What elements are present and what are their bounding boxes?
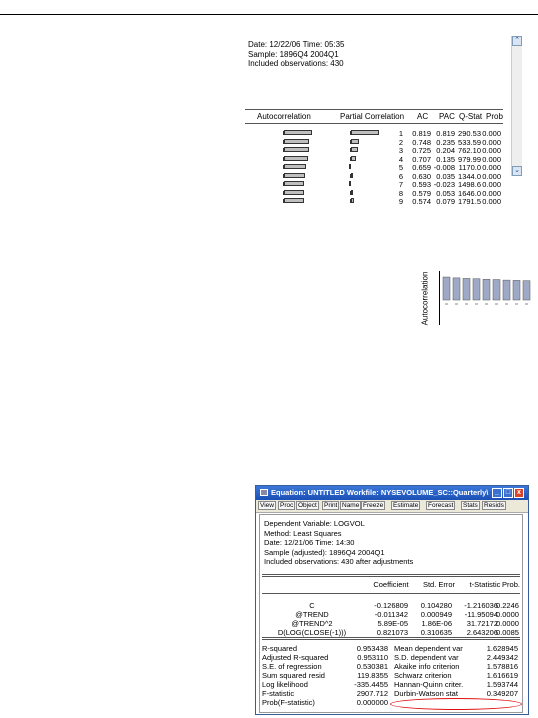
equation-toolbar — [256, 500, 528, 513]
col-prob: Prob — [486, 112, 503, 121]
coef-t-statistic: 2.643206 — [466, 628, 498, 637]
ac-value: 0.659 — [412, 163, 431, 172]
ac-bar — [284, 173, 305, 178]
lag-value: 4 — [398, 154, 403, 164]
lag-value: 6 — [398, 171, 403, 181]
toolbar-freeze-button[interactable]: Freeze — [363, 502, 384, 509]
lag-value: 9 — [398, 197, 403, 206]
stat-value: 0.953438 — [356, 644, 388, 653]
dependent-variable: Dependent Variable: LOGVOL — [264, 519, 365, 528]
page-top-rule — [0, 14, 538, 15]
pac-bar — [351, 190, 353, 195]
correlogram-column-header — [245, 109, 503, 124]
prob-value: 0.000 — [482, 188, 501, 198]
ac-bar — [284, 130, 312, 135]
table-row — [245, 138, 503, 146]
stat-label: Durbin-Watson stat — [394, 689, 458, 698]
durbin-watson-highlight — [390, 698, 522, 710]
correlogram-panel — [245, 36, 521, 206]
coef-prob: 0.0000 — [496, 619, 519, 628]
col-std-error: Std. Error — [422, 580, 456, 589]
table-row — [245, 163, 503, 171]
ac-value: 0.748 — [412, 137, 431, 147]
ac-value: 0.725 — [412, 146, 431, 155]
ac-value: 0.819 — [412, 129, 431, 138]
stat-value: 0.349207 — [486, 689, 518, 698]
pac-bar — [349, 181, 351, 186]
equation-window[interactable] — [255, 485, 529, 715]
scroll-up-icon[interactable]: ⌃ — [512, 36, 522, 46]
chart-bar — [453, 278, 460, 300]
prob-value: 0.000 — [482, 171, 501, 181]
coef-std-error: 0.000949 — [420, 610, 452, 619]
pac-bar — [349, 164, 351, 169]
chart-bar — [513, 280, 520, 300]
prob-value: 0.000 — [482, 197, 501, 206]
coef-std-error: 0.104280 — [420, 601, 452, 610]
col-t-statistic: t-Statistic — [469, 580, 501, 589]
col-autocorrelation: Autocorrelation — [257, 112, 311, 121]
stat-label: S.D. dependent var — [394, 653, 459, 662]
chart-bar — [493, 280, 500, 300]
coef-prob: 0.2246 — [496, 601, 519, 610]
coef-std-error: 1.86E-06 — [421, 619, 452, 628]
toolbar-proc-button[interactable]: Proc — [280, 502, 294, 509]
lag-value: 5 — [398, 163, 403, 172]
prob-value: 0.000 — [482, 180, 501, 189]
chart-bar — [503, 280, 510, 300]
qstat-value: 979.99 — [458, 154, 481, 164]
stat-label: Prob(F-statistic) — [262, 698, 315, 707]
prob-value: 0.000 — [482, 129, 501, 138]
pac-bar — [351, 130, 379, 135]
pac-value: -0.023 — [433, 180, 455, 189]
stat-value: 0.530381 — [356, 662, 388, 671]
stat-value: 1.616619 — [486, 671, 518, 680]
col-coefficient: Coefficient — [373, 580, 409, 589]
chart-bar — [483, 279, 490, 300]
lag-value: 3 — [398, 146, 403, 155]
qstat-value: 1646.0 — [458, 188, 481, 198]
ac-value: 0.579 — [412, 188, 431, 198]
stat-label: Sum squared resid — [262, 671, 325, 680]
pac-value: 0.204 — [436, 146, 455, 155]
included-observations: Included observations: 430 after adjustments — [264, 557, 414, 566]
prob-value: 0.000 — [482, 163, 501, 172]
coef-std-error: 0.310635 — [420, 628, 452, 637]
stat-value: 119.8355 — [357, 671, 388, 680]
toolbar-object-button[interactable]: Object — [298, 502, 317, 509]
pac-value: 0.035 — [436, 171, 455, 181]
stat-label: Adjusted R-squared — [262, 653, 329, 662]
qstat-value: 290.53 — [458, 129, 481, 138]
coef-variable: D(LOG(CLOSE(-1))) — [277, 628, 347, 637]
stat-value: 1.593744 — [486, 680, 518, 689]
qstat-value: 1791.5 — [458, 197, 481, 206]
chart-bar — [463, 278, 470, 300]
window-title: Equation: UNTITLED Workfile: NYSEVOLUME_SC::Quarterly\ — [271, 488, 489, 497]
divider — [262, 576, 520, 577]
correlogram-observations: Included observations: 430 — [248, 59, 344, 68]
toolbar-estimate-button[interactable]: Estimate — [393, 502, 419, 509]
table-row — [245, 155, 503, 163]
toolbar-forecast-button[interactable]: Forecast — [428, 502, 454, 509]
lag-value: 1 — [398, 129, 403, 138]
pac-bar — [351, 198, 354, 203]
stat-label: Schwarz criterion — [394, 671, 452, 680]
stat-label: Hannan-Quinn criter. — [394, 680, 464, 689]
qstat-value: 1498.6 — [458, 180, 481, 189]
coef-value: 0.821073 — [376, 628, 408, 637]
pac-value: 0.135 — [436, 154, 455, 164]
pac-value: 0.079 — [436, 197, 455, 206]
coef-variable: C — [309, 601, 315, 610]
ac-value: 0.707 — [412, 154, 431, 164]
stat-label: R-squared — [262, 644, 298, 653]
ac-bar — [284, 164, 306, 169]
correlogram-date: Date: 12/22/06 Time: 05:35 — [248, 40, 345, 49]
stat-value: 0.000000 — [356, 698, 388, 707]
divider — [262, 593, 520, 594]
lag-value: 2 — [398, 137, 403, 147]
qstat-value: 1170.0 — [458, 163, 481, 172]
mini-autocorrelation-chart — [422, 268, 532, 330]
lag-value: 8 — [398, 188, 403, 198]
divider — [262, 639, 520, 640]
stat-label: Akaike info criterion — [394, 662, 460, 671]
col-partial-correlation: Partial Correlation — [340, 112, 405, 121]
ac-value: 0.630 — [412, 171, 431, 181]
coef-value: -0.011342 — [374, 610, 408, 619]
qstat-value: 762.10 — [458, 146, 481, 155]
lag-value: 7 — [398, 180, 403, 189]
stat-value: 2.449342 — [486, 653, 518, 662]
col-ac: AC — [417, 112, 429, 121]
coef-t-statistic: -11.95094 — [464, 610, 498, 619]
col-qstat: Q-Stat — [459, 112, 483, 121]
stat-value: -335.4455 — [354, 680, 388, 689]
correlogram-header — [248, 40, 345, 69]
divider — [262, 574, 520, 575]
table-row — [245, 129, 503, 137]
toolbar-stats-button[interactable]: Stats — [463, 502, 478, 509]
pac-value: 0.819 — [436, 129, 455, 138]
chart-plot — [422, 268, 532, 330]
col-prob: Prob. — [502, 580, 520, 589]
minimize-icon[interactable]: _ — [492, 488, 502, 498]
prob-value: 0.000 — [482, 154, 501, 164]
toolbar-view-button[interactable]: View — [260, 502, 274, 509]
coef-t-statistic: -1.216036 — [464, 601, 498, 610]
stat-value: 0.953110 — [357, 653, 388, 662]
prob-value: 0.000 — [482, 137, 501, 147]
pac-bar — [351, 139, 359, 144]
stat-value: 1.628945 — [486, 644, 518, 653]
stat-label: Log likelihood — [262, 680, 308, 689]
pac-value: 0.235 — [436, 137, 455, 147]
table-row — [245, 172, 503, 180]
estimation-date: Date: 12/21/06 Time: 14:30 — [264, 538, 355, 547]
maximize-icon[interactable]: □ — [503, 488, 513, 498]
coef-value: 5.89E-05 — [377, 619, 408, 628]
divider — [262, 637, 520, 638]
pac-bar — [351, 173, 353, 178]
scroll-down-icon[interactable]: ⌄ — [512, 166, 522, 176]
col-pac: PAC — [439, 112, 455, 121]
ac-value: 0.574 — [412, 197, 431, 206]
chart-bar — [473, 279, 480, 300]
chart-bar — [523, 281, 530, 300]
stat-label: Mean dependent var — [394, 644, 463, 653]
table-row — [245, 146, 503, 154]
coef-variable: @TREND^2 — [291, 619, 333, 628]
coef-t-statistic: 31.72172 — [466, 619, 498, 628]
sample: Sample (adjusted): 1896Q4 2004Q1 — [264, 547, 385, 557]
qstat-value: 533.59 — [458, 137, 481, 147]
pac-bar — [351, 156, 356, 161]
pac-value: -0.008 — [433, 163, 455, 172]
close-icon[interactable]: x — [514, 488, 524, 498]
chart-y-axis-label: Autocorrelation — [420, 271, 430, 326]
toolbar-resids-button[interactable]: Resids — [484, 502, 504, 509]
coef-prob: 0.0085 — [496, 628, 519, 637]
stat-value: 2907.712 — [356, 689, 388, 698]
coef-prob: 0.0000 — [496, 610, 519, 619]
equation-header — [264, 519, 413, 567]
coef-value: -0.126809 — [374, 601, 408, 610]
pac-value: 0.053 — [436, 188, 455, 198]
ac-bar — [284, 156, 308, 161]
qstat-value: 1344.0 — [458, 171, 481, 181]
equation-title-bar[interactable] — [256, 486, 528, 500]
table-row — [245, 189, 503, 197]
ac-bar — [284, 198, 304, 203]
toolbar-name-button[interactable]: Name — [342, 502, 360, 509]
correlogram-scrollbar[interactable] — [511, 36, 522, 176]
table-row — [245, 180, 503, 188]
stat-value: 1.578816 — [486, 662, 518, 671]
ac-bar — [284, 181, 304, 186]
ac-bar — [284, 139, 309, 144]
table-row — [245, 197, 503, 205]
pac-bar — [351, 147, 358, 152]
correlogram-sample: Sample: 1896Q4 2004Q1 — [248, 49, 339, 59]
coef-variable: @TREND — [295, 610, 329, 619]
equation-output — [259, 514, 523, 713]
toolbar-print-button[interactable]: Print — [324, 502, 338, 509]
chart-bar — [443, 277, 450, 300]
method: Method: Least Squares — [264, 528, 342, 538]
ac-bar — [284, 147, 309, 152]
ac-value: 0.593 — [412, 180, 431, 189]
window-app-icon — [260, 489, 268, 496]
stat-label: F-statistic — [262, 689, 295, 698]
ac-bar — [284, 190, 304, 195]
stat-label: S.E. of regression — [262, 662, 322, 671]
prob-value: 0.000 — [482, 146, 501, 155]
